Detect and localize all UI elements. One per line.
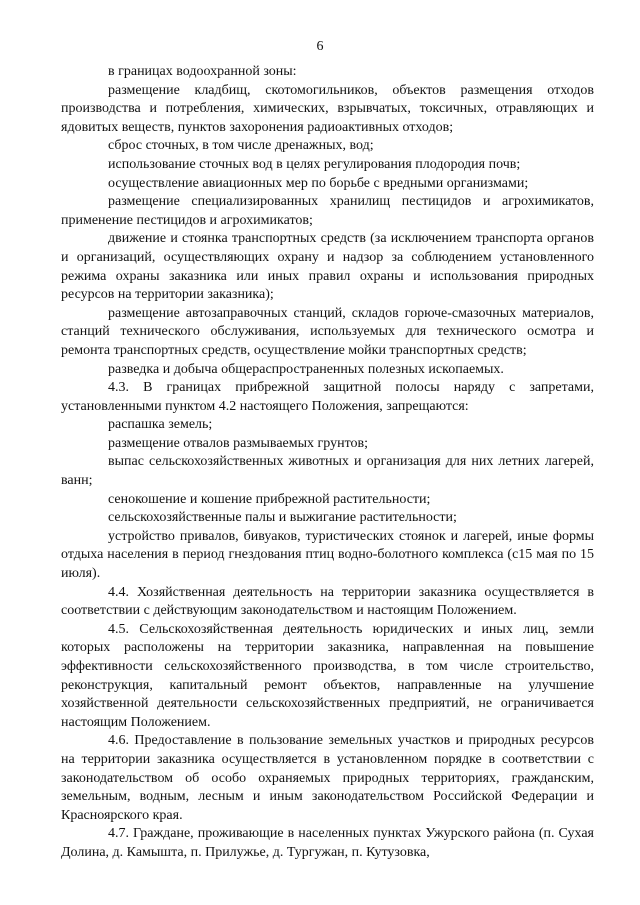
paragraph: 4.4. Хозяйственная деятельность на территории заказника осуществляется в соответствии с действующим законодательством и настоящим Положением. xyxy=(61,584,594,619)
page-number: 6 xyxy=(316,39,324,54)
paragraph: разведка и добыча общераспространенных полезных ископаемых. xyxy=(108,361,504,377)
paragraph: 4.7. Граждане, проживающие в населенных пунктах Ужурского района (п. Сухая Долина, д. Камышта, п. Прилужье, д. Тургужан, п. Кутузовка, xyxy=(61,826,594,860)
paragraph: размещение специализированных хранилищ пестицидов и агрохимикатов, применение пестицидов и агрохимикатов; xyxy=(61,194,594,228)
paragraph: 4.3. В границах прибрежной защитной полосы наряду с запретами, установленными пунктом 4.2 настоящего Положения, запрещаются: xyxy=(61,380,594,414)
paragraph: движение и стоянка транспортных средств (за исключением транспорта органов и организаций, осуществляющих охрану и надзор за соблюдением установленного режима охраны заказника или иных правил охраны и использования природных ресурсов на территории заказника); xyxy=(61,231,594,303)
paragraph: выпас сельскохозяйственных животных и организация для них летних лагерей, ванн; xyxy=(61,454,594,489)
document-body xyxy=(61,63,594,863)
paragraph: 4.5. Сельскохозяйственная деятельность юридических и иных лиц, земли которых расположены на территории заказника, направленная на повышение эффективности сельскохозяйственного производства, в том числе строительство, реконструкция, капитальный ремонт объектов, направленные на улучшение хозяйственной деятельности сельскохозяйственных предприятий, не ограничивается настоящим Положением. xyxy=(61,621,594,730)
paragraph: использование сточных вод в целях регулирования плодородия почв; xyxy=(108,156,521,172)
paragraph: сенокошение и кошение прибрежной растительности; xyxy=(108,491,431,507)
paragraph: размещение отвалов размываемых грунтов; xyxy=(108,435,369,451)
paragraph: размещение автозаправочных станций, складов горюче-смазочных материалов, станций технического обслуживания, используемых для технического осмотра и ремонта транспортных средств, осуществление мойки транспортных средств; xyxy=(61,305,594,358)
paragraph: сельскохозяйственные палы и выжигание растительности; xyxy=(108,510,457,526)
paragraph: сброс сточных, в том числе дренажных, вод; xyxy=(108,138,374,154)
paragraph: распашка земель; xyxy=(108,417,213,433)
paragraph: устройство привалов, бивуаков, туристических стоянок и лагерей, иные формы отдыха населения в период гнездования птиц водно-болотного комплекса (с15 мая по 15 июля). xyxy=(61,528,594,582)
paragraph: осуществление авиационных мер по борьбе с вредными организмами; xyxy=(108,175,529,191)
paragraph: 4.6. Предоставление в пользование земельных участков и природных ресурсов на территории заказника осуществляется в установленном порядке в соответствии с законодательством об особо охраняемых природных территориях, гражданским, земельным, водным, лесным и иным законодательством Российской Федерации и Красноярского края. xyxy=(61,733,594,823)
paragraph: размещение кладбищ, скотомогильников, объектов размещения отходов производства и потребления, химических, взрывчатых, токсичных, отравляющих и ядовитых веществ, пунктов захоронения радиоактивных отходов; xyxy=(61,82,594,135)
paragraph: в границах водоохранной зоны: xyxy=(108,64,297,79)
